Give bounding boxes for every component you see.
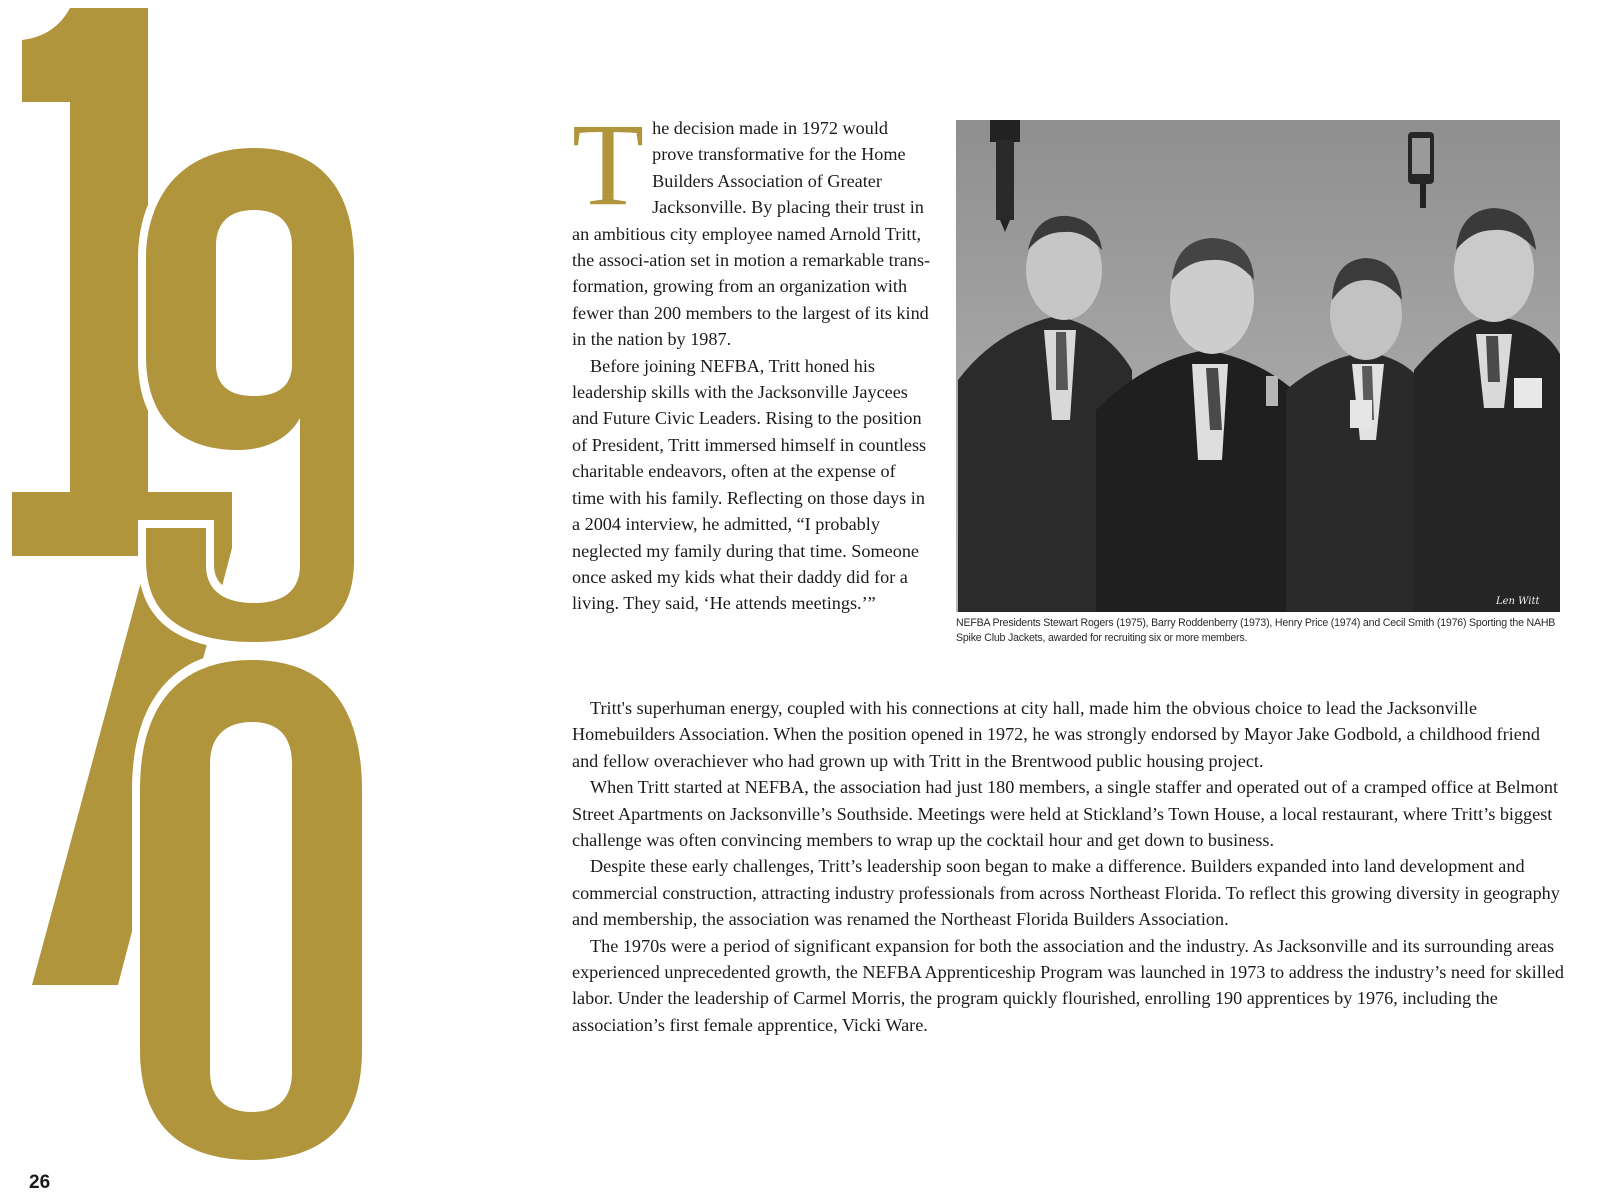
digit-9	[138, 140, 362, 650]
paragraph-1-text: he decision made in 1972 would prove transformative for the Home Builders Association of Greater Jacksonville. By placing their trust in an ambitious city employee named Arnold Tritt, the associ-ation set in motion a remarkable trans-formation, growing from an organization with fewer than 200 members to the largest of its kind in the nation by 1987.	[572, 118, 931, 350]
article-paragraph-2: Before joining NEFBA, Tritt honed his leadership skills with the Jacksonville Jaycees and Future Civic Leaders. Rising to the position of President, Tritt immersed himself in countless charitable endeavors, often at the expense of time with his family. Reflecting on those days in a 2004 interview, he admitted, “I probably neglected my family during that time. Someone once asked my kids what their daddy did for a living. They said, ‘He attends meetings.’”	[572, 355, 927, 614]
photo-caption: NEFBA Presidents Stewart Rogers (1975), Barry Roddenberry (1973), Henry Price (1974) and Cecil Smith (1976) Sporting the NAHB Spike Club Jackets, awarded for recruiting six or more members.	[956, 617, 1556, 644]
article-paragraph-5: Despite these early challenges, Tritt’s leadership soon began to make a difference. Builders expanded into land development and commercial construction, attracting industry professionals from across Northeast Florida. To reflect this growing diversity in geography and membership, the association was renamed the Northeast Florida Builders Association.	[572, 856, 1560, 930]
digit-1	[22, 8, 148, 492]
decade-numerals-graphic	[0, 0, 420, 1200]
article-paragraph-6: The 1970s were a period of significant expansion for both the association and the industry. As Jacksonville and its surrounding areas experienced unprecedented growth, the NEFBA Apprenticeship Program was launched in 1973 to address the industry’s need for skilled labor. Under the leadership of Carmel Morris, the program quickly flourished, enrolling 190 apprentices by 1976, including the association’s first female apprentice, Vicki Ware.	[572, 935, 1564, 1035]
article-paragraph-4: When Tritt started at NEFBA, the association had just 180 members, a single staffer and operated out of a cramped office at Belmont Street Apartments on Jacksonville’s Southside. Meetings were held at Stickland’s Town House, a local restaurant, where Tritt’s biggest challenge was often convincing members to wrap up the cocktail hour and get down to business.	[572, 777, 1559, 851]
article-paragraph-3: Tritt's superhuman energy, coupled with his connections at city hall, made him the obvious choice to lead the Jacksonville Homebuilders Association. When the position opened in 1972, he was strongly endorsed by Mayor Jake Godbold, a childhood friend and fellow overachiever who had grown up with Tritt in the Brentwood public housing project.	[572, 698, 1540, 771]
digit-0	[132, 650, 370, 1170]
article-paragraph-1	[572, 99, 932, 353]
article-wide-column	[572, 695, 1564, 1038]
drop-cap: T	[572, 99, 645, 230]
photographer-signature: Len Witt	[1496, 596, 1540, 607]
photo-figure	[956, 120, 1560, 646]
page-number: 26	[29, 1172, 51, 1193]
group-photo	[956, 120, 1560, 612]
article-narrow-column	[572, 99, 932, 617]
decade-numerals	[0, 0, 420, 1200]
